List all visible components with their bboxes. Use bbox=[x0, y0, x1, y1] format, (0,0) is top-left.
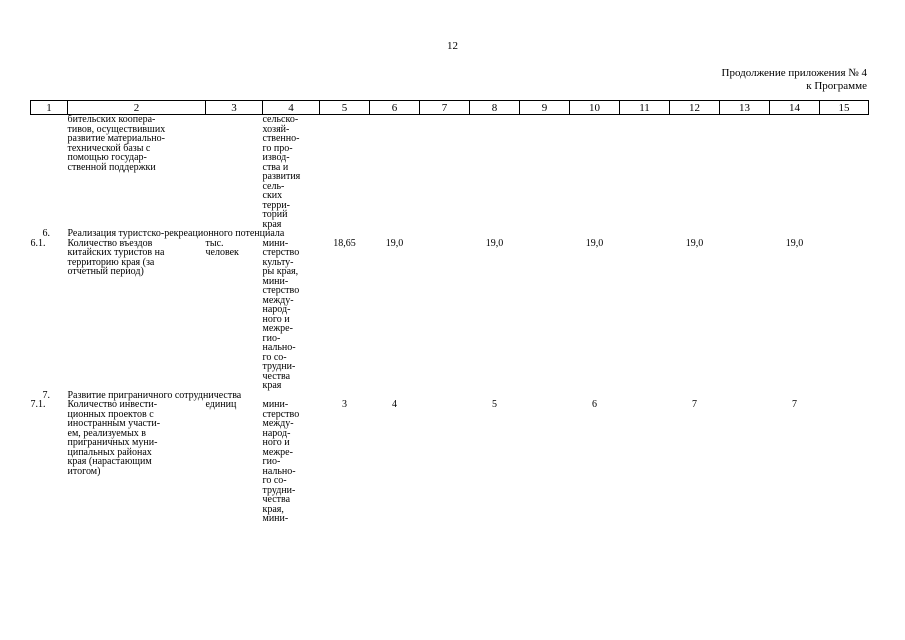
table-row bbox=[31, 239, 869, 391]
indicator-text: Количество инвести- ционных проектов с иностранным участи- ем, реализуемых в приграничных муни- ципальных районах края (нарастающим итогом) bbox=[67, 399, 161, 477]
value-col-10: 6 bbox=[592, 399, 597, 410]
col-header-6: 6 bbox=[370, 101, 420, 115]
value-col-14: 19,0 bbox=[785, 237, 804, 249]
col-header-5: 5 bbox=[320, 101, 370, 115]
value-col-12: 7 bbox=[692, 399, 697, 410]
unit-text: тыс. человек bbox=[205, 237, 239, 258]
col-header-13: 13 bbox=[720, 101, 770, 115]
col-header-7: 7 bbox=[420, 101, 470, 115]
value-col-5: 3 bbox=[342, 399, 347, 410]
col-header-1: 1 bbox=[31, 101, 68, 115]
section-title: Развитие приграничного сотрудничества bbox=[67, 389, 242, 401]
col-header-10: 10 bbox=[570, 101, 620, 115]
col-header-14: 14 bbox=[770, 101, 820, 115]
table-row bbox=[31, 115, 869, 230]
section-title: Реализация туристско-рекреационного потенциала bbox=[67, 228, 285, 239]
table-row bbox=[31, 400, 869, 524]
indicator-text: Количество въездов китайских туристов на территорию края (за отчетный период) bbox=[67, 237, 165, 277]
responsible-text: сельско- хозяй- ственно- го про- извод- ства и развития сель- ских терри- торий края bbox=[262, 114, 301, 230]
value-col-5: 18,65 bbox=[333, 237, 356, 249]
responsible-text: мини- стерство культу- ры края, мини- стерство между- народ- ного и межре- гио- нально- го со- трудни- чества края bbox=[262, 237, 300, 391]
section-number: 6. bbox=[42, 228, 50, 239]
col-header-12: 12 bbox=[670, 101, 720, 115]
value-col-10: 19,0 bbox=[585, 237, 604, 249]
responsible-text: мини- стерство между- народ- ного и межре- гио- нально- го со- трудни- чества края, мини- bbox=[262, 399, 300, 524]
appendix-caption bbox=[722, 67, 867, 93]
col-header-8: 8 bbox=[470, 101, 520, 115]
row-number: 7.1. bbox=[30, 399, 46, 410]
value-col-6: 19,0 bbox=[385, 237, 404, 249]
program-table bbox=[30, 100, 869, 524]
col-header-4: 4 bbox=[263, 101, 320, 115]
appendix-line-1: Продолжение приложения № 4 bbox=[721, 67, 867, 79]
column-number-header bbox=[31, 101, 869, 115]
row-number: 6.1. bbox=[30, 237, 46, 249]
value-col-8: 19,0 bbox=[485, 237, 504, 249]
page-number: 12 bbox=[447, 40, 458, 52]
value-col-6: 4 bbox=[392, 399, 397, 410]
value-col-8: 5 bbox=[492, 399, 497, 410]
unit-text: единиц bbox=[205, 399, 237, 410]
section-row bbox=[31, 229, 869, 239]
value-col-12: 19,0 bbox=[685, 237, 704, 249]
col-header-3: 3 bbox=[206, 101, 263, 115]
appendix-line-2: к Программе bbox=[806, 80, 867, 92]
col-header-15: 15 bbox=[820, 101, 869, 115]
value-col-14: 7 bbox=[792, 399, 797, 410]
col-header-9: 9 bbox=[520, 101, 570, 115]
col-header-11: 11 bbox=[620, 101, 670, 115]
section-number: 7. bbox=[42, 389, 50, 401]
col-header-2: 2 bbox=[68, 101, 206, 115]
indicator-text: бительских коопера- тивов, осуществивших развитие материально- технической базы с помощью государ- ственной поддержки bbox=[67, 114, 166, 173]
